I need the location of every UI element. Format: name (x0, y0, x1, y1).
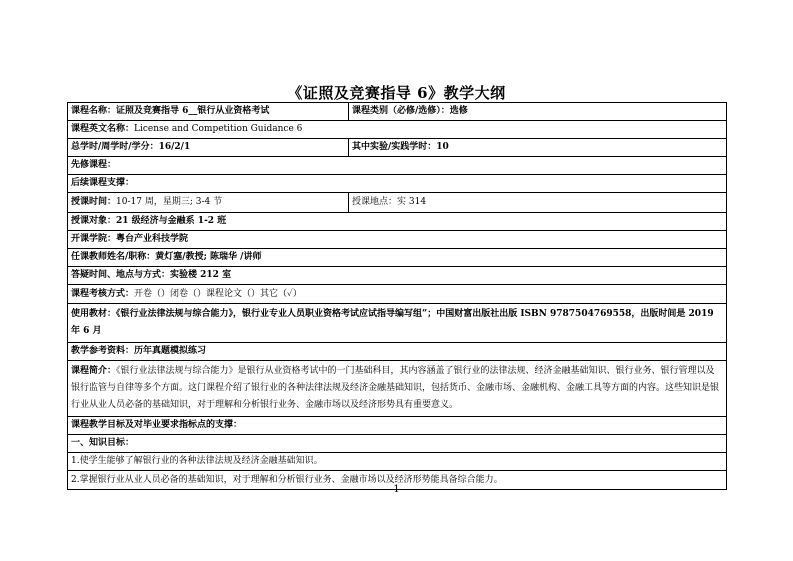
college-value: 粤台产业科技学院 (116, 234, 189, 244)
row-college (68, 231, 727, 249)
objective-2: 2.掌握银行业从业人员必备的基础知识，对于理解和分析银行业务、金融市场以及经济形势能具备综合能力。 (68, 471, 727, 490)
practice-hours-label: 其中实验/实践学时： (352, 142, 437, 152)
reference-label: 教学参考资料： (71, 346, 135, 356)
row-prerequisite (68, 157, 727, 175)
qa-value: 实验楼 212 室 (170, 270, 232, 280)
document-title: 《证照及竞赛指导 6》教学大纲 (287, 84, 506, 102)
teaching-target-label: 授课对象： (71, 216, 117, 226)
teaching-time-label: 授课时间： (71, 197, 117, 207)
course-name-value: 证照及竞赛指导 6__银行从业资格考试 (116, 106, 270, 116)
row-english-name (68, 121, 727, 139)
course-name-label: 课程名称： (71, 106, 117, 116)
row-teachers (68, 249, 727, 267)
teachers-value: 黄灯塞/教授; 陈瑞华 /讲师 (155, 252, 262, 262)
teachers-label: 任课教师姓名/职称： (71, 252, 156, 262)
college-label: 开课学院： (71, 234, 117, 244)
row-intro (68, 361, 727, 417)
assessment-value: 开卷（）闭卷（）课程论文（）其它（✓） (134, 288, 302, 299)
row-knowledge-header (68, 435, 727, 453)
reference-value: 历年真题模拟练习 (134, 346, 207, 356)
row-teaching-target (68, 213, 727, 231)
intro-value: 《银行业法律法规与综合能力》是银行从业资格考试中的一门基础科目，其内容涵盖了银行业的法律法规、经济金融基础知识、银行业务、银行管理以及银行监管与自律等多个方面。这门课程介绍了银行业的各种法律法规及经济金融基础知识，包括货币、金融市场、金融机构、金融工具等方面的内容。这些知识是银行业从业人员必备的基础知识，对于理解和分析银行业务、金融市场以及经济形势具有重要意义。 (71, 366, 720, 410)
practice-hours-value: 10 (436, 142, 449, 152)
hours-value: 16/2/1 (158, 142, 191, 152)
row-objectives-header (68, 417, 727, 435)
course-category-value: 选修 (449, 106, 468, 116)
objective-1: 1.使学生能够了解银行业的各种法律法规及经济金融基础知识。 (68, 453, 727, 471)
teaching-location-label: 授课地点： (352, 197, 398, 207)
row-objective-1 (68, 453, 727, 471)
prerequisite-label: 先修课程： (71, 160, 117, 170)
intro-label: 课程简介： (71, 366, 117, 376)
english-name-value: License and Competition Guidance 6 (134, 124, 303, 134)
hours-label: 总学时/周学时/学分： (71, 142, 159, 152)
page-number: 1 (393, 484, 400, 495)
english-name-label: 课程英文名称： (71, 124, 135, 134)
row-hours (68, 139, 727, 157)
assessment-label: 课程考核方式： (71, 288, 135, 299)
qa-label: 答疑时间、地点与方式： (71, 270, 171, 280)
course-category-label: 课程类别（必修/选修）： (352, 106, 450, 116)
textbook-label: 使用教材： (71, 309, 117, 319)
row-reference (68, 343, 727, 361)
row-textbook (68, 304, 727, 343)
objectives-header: 课程教学目标及对毕业要求指标点的支撑： (68, 417, 727, 435)
follow-up-label: 后续课程支撑： (71, 178, 135, 188)
row-teaching-time (68, 193, 727, 213)
row-follow-up (68, 175, 727, 193)
teaching-location-value: 实 314 (397, 197, 427, 207)
textbook-value: 《银行业法律法规与综合能力》，银行业专业人员职业资格考试应试指导编写组”；中国财富出版社出版 ISBN 9787504769558，出版时间是 2019 年 6 月 (71, 309, 714, 336)
row-assessment (68, 285, 727, 304)
teaching-target-value: 21 级经济与金融系 1-2 班 (116, 216, 227, 226)
teaching-time-value: 10-17 周，星期三; 3-4 节 (116, 197, 223, 207)
row-qa (68, 267, 727, 285)
row-course-name (68, 103, 727, 121)
syllabus-table (67, 102, 727, 490)
knowledge-header: 一、知识目标： (68, 435, 727, 453)
